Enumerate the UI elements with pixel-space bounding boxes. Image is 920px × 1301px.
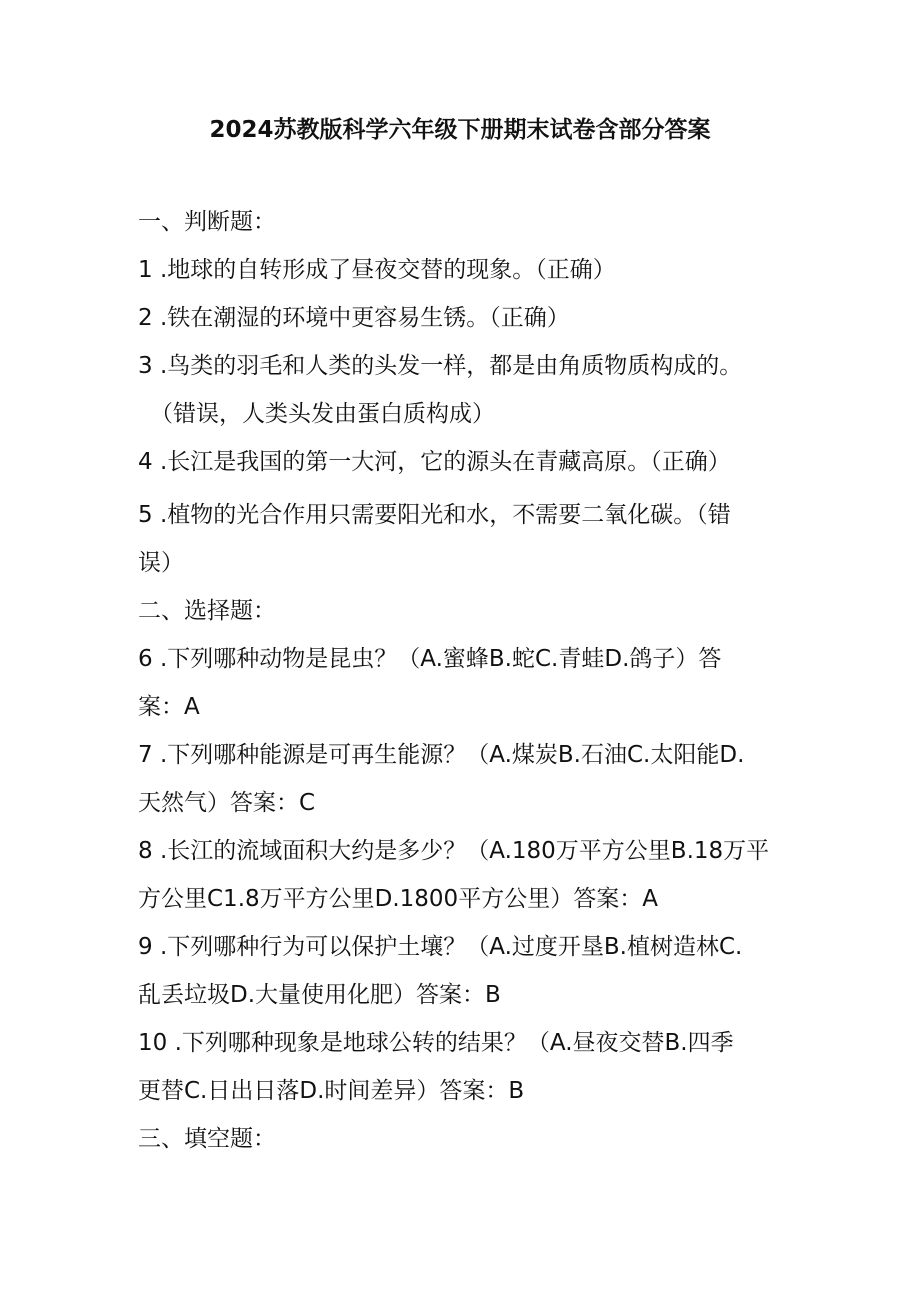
section-heading-multiple-choice: 二、选择题： <box>138 598 276 624</box>
question-line: 8 .长江的流域面积大约是多少？（A.180万平方公里B.18万平 <box>138 838 770 864</box>
question-line: 天然气）答案：C <box>138 790 316 816</box>
question-line: 5 .植物的光合作用只需要阳光和水，不需要二氧化碳。（错 <box>138 502 731 528</box>
question-line: 案：A <box>138 694 200 720</box>
question-line: 方公里C1.8万平方公里D.1800平方公里）答案：A <box>138 886 658 912</box>
section-heading-true-false: 一、判断题： <box>138 209 276 235</box>
question-line: 3 .鸟类的羽毛和人类的头发一样，都是由角质物质构成的。 <box>138 353 743 379</box>
question-line: 6 .下列哪种动物是昆虫？（A.蜜蜂B.蛇C.青蛙D.鸽子）答 <box>138 646 722 672</box>
question-line: 误） <box>138 550 184 576</box>
document-title: 2024苏教版科学六年级下册期末试卷含部分答案 <box>209 117 711 143</box>
section-heading-fill-in: 三、填空题： <box>138 1126 276 1152</box>
question-line: 更替C.日出日落D.时间差异）答案：B <box>138 1078 525 1104</box>
question-line: 10 .下列哪种现象是地球公转的结果？（A.昼夜交替B.四季 <box>138 1030 734 1056</box>
question-line: 1 .地球的自转形成了昼夜交替的现象。（正确） <box>138 257 616 283</box>
question-line: 7 .下列哪种能源是可再生能源？（A.煤炭B.石油C.太阳能D. <box>138 742 745 768</box>
question-line: 2 .铁在潮湿的环境中更容易生锈。（正确） <box>138 305 570 331</box>
question-line: 9 .下列哪种行为可以保护土壤？（A.过度开垦B.植树造林C. <box>138 934 743 960</box>
question-line: 4 .长江是我国的第一大河，它的源头在青藏高原。（正确） <box>138 449 731 475</box>
question-line: 乱丢垃圾D.大量使用化肥）答案：B <box>138 982 501 1008</box>
question-line: （错误，人类头发由蛋白质构成） <box>150 401 495 427</box>
